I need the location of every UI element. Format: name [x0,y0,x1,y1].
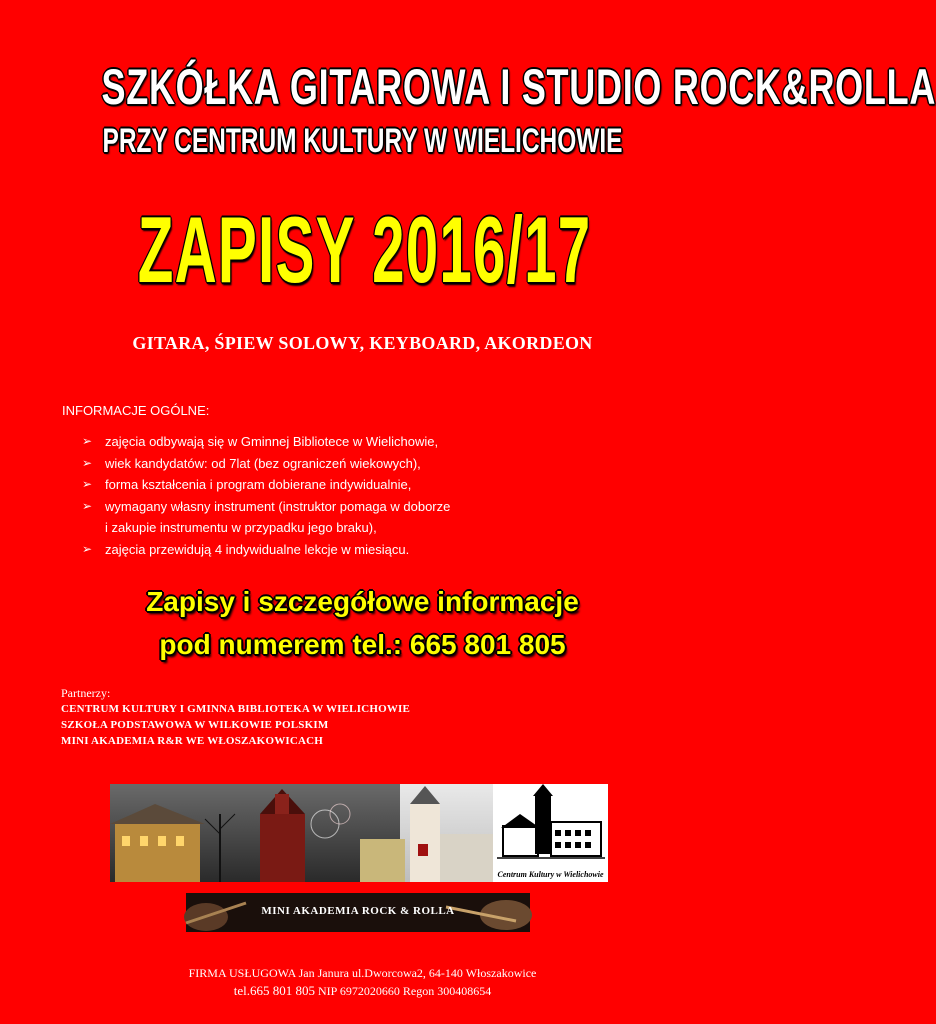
list-item: ➢ forma kształcenia i program dobierane indywidualnie, [82,474,450,496]
arrow-bullet-icon: ➢ [82,434,93,448]
list-item: ➢ wymagany własny instrument (instruktor pomaga w doborze [82,496,450,518]
contact-phone-line: pod numerem tel.: 665 801 805 [159,629,566,660]
list-item: ➢ zajęcia przewidują 4 indywidualne lekcje w miesiącu. [82,539,450,561]
photo-collage [110,784,493,882]
arrow-bullet-icon: ➢ [82,455,93,470]
footer-contact [0,983,725,999]
footer-ids: NIP 6972020660 Regon 300408654 [315,984,492,998]
list-item: ➢ wiek kandydatów: od 7lat (bez ograniczeń wiekowych), [82,453,450,475]
arrow-bullet-icon: ➢ [82,541,93,556]
info-heading: INFORMACJE OGÓLNE: [62,403,210,418]
building-logo-icon [493,784,608,882]
arrow-bullet-icon: ➢ [82,498,93,513]
poster-title: SZKÓŁKA GITAROWA I STUDIO ROCK&ROLLA [101,59,936,115]
footer-phone: tel.665 801 805 [233,983,315,998]
partners-label: Partnerzy: [61,686,111,700]
subjects-line: GITARA, ŚPIEW SOLOWY, KEYBOARD, AKORDEON [132,333,593,353]
enrollment-headline: ZAPISY 2016/17 [137,197,592,302]
partner-item: MINI AKADEMIA R&R WE WŁOSZAKOWICACH [61,735,324,747]
contact-line-1: Zapisy i szczegółowe informacje [146,586,579,617]
cultural-center-logo [493,784,608,882]
poster-subtitle: PRZY CENTRUM KULTURY W WIELICHOWIE [102,122,623,160]
arrow-bullet-icon: ➢ [82,477,93,491]
logo-caption: Centrum Kultury w Wielichowie [497,870,604,879]
academy-banner [186,893,530,932]
town-photo-image [110,784,493,882]
info-list [82,431,450,560]
list-item: ➢ zajęcia odbywają się w Gminnej Bibliotece w Wielichowie, [82,431,450,453]
partner-item: SZKOŁA PODSTAWOWA W WILKOWIE POLSKIM [61,719,329,731]
banner-text: MINI AKADEMIA ROCK & ROLLA [261,905,455,917]
partners-block [61,685,410,749]
list-item-continuation: i zakupie instrumentu w przypadku jego braku), [105,520,377,535]
footer-company: FIRMA USŁUGOWA Jan Janura ul.Dworcowa2, 64-140 Włoszakowice [188,966,537,980]
partner-item: CENTRUM KULTURY I GMINNA BIBLIOTEKA W WIELICHOWIE [61,703,411,715]
